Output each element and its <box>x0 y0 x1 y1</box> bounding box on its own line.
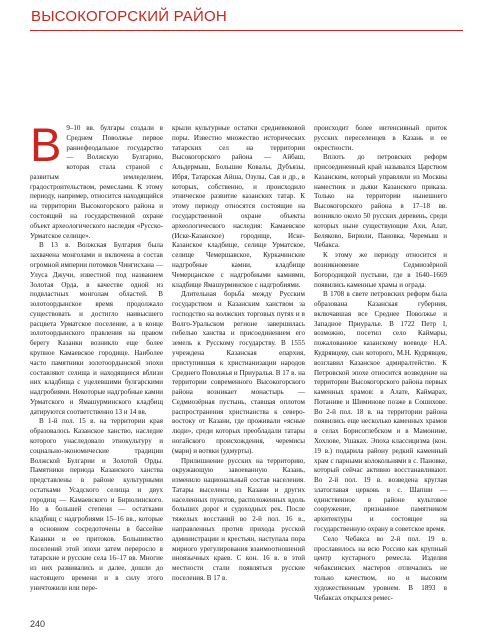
text-column-1 <box>30 118 163 594</box>
paragraph: крыли культурные остатки средневековой поры. Известно множество исторических татарских сел на территории Высокогорского района — Айбаш, Альдермыш, Большие Ковалы, Дубъязы, Ибря, Татарская Айша, Озулы, Сая и др., в которых, собственно, и происходило этническое развитие казанских татар. К этому периоду относятся состоящие на государственной охране объекты археологического наследия: Камаевское (Иске-Казанское) городище, Иске-Казанское кладбище, селище Урматское, селище Чемершавское, Куркачинские надгробные камни, кладбище Чемерцанское с надгробными камнями, кладбище Ямашурминское с надгробиями. <box>172 124 305 289</box>
paragraph: Прилишнение русских на территорию, окружающую завоеванную Казань, изменило национальный состав населения. Татары выселены из Казани и других населенных пунктов, расположенных вдоль больших дорог и судоходных рек. После тяжелых восстаний во 2-й пол. 16 в., направленных против прихода русской администрации и крестьян, наступала пора мирного урегулирования взаимоотношений иноязычных краев. С кон. 16 в. в этой местности стали появляться русские поселения. В 17 в. <box>172 456 305 582</box>
paragraph: 9–10 вв. булгары создали в Среднем Поволжье первое раннефеодальное государство — Волжскую Булгарию, которая стала страной с развитым земледелием, градостроительством, ремеслами. К этому периоду, например, относится находящийся на территории Высокогорского района и состоящий на государственной охране объект археологического наследия «Русско-Урматское селище». <box>30 124 163 240</box>
page-title: ВЫСОКОГОРСКИЙ РАЙОН <box>31 8 227 25</box>
page-number: 240 <box>30 619 46 629</box>
drop-cap: В <box>30 118 62 171</box>
paragraph: В 13 в. Волжская Булгария была захвачена монголами и включена в состав огромной империи потомков Чингисхана — Улуса Джучи, известной под названием Золотая Орда, в качестве одной из подвластных монголам областей. В золотоордынское время продолжало существовать и достигло наивысшего расцвета Урматское поселение, а в конце золотоордынского правления на правом берегу Казанки возникло еще более крупное Камаевское городище. Наиболее часто памятники золотоордынской эпохи составляют селища и находящиеся вблизи них кладбища с уцелевшими булгарскими надгробиями. Некоторые надгробные камни Урматского и Ямашурминского кладбищ датируются соответственно 13 и 14 вв. <box>30 241 163 416</box>
paragraph: Длительная борьба между Русским государством и Казанским ханством за господство на волжских торговых путях и в Волго-Уральском регионе завершилась гибелью ханства и присоединением его земель к Русскому государству. В 1555 учреждена Казанская епархия, приступившая к христианизации народов Среднего Поволжья и Приуралья. В 17 в. на территории современного Высокогорского района возникает монастырь — Седмиозёрная пустынь, ставшая оплотом распространения христианства к северо-востоку от Казани, где проживали «ясные люди», среди которых преобладали татары ногайского происхождения, черемисы (мари) и вотяки (удмурты). <box>172 290 305 455</box>
paragraph: В 1-й пол. 15 в. на территории края образовалось Казанское ханство, наследие которого унаследовало этнокультуру и социально-экономические традиции Волжской Булгарии и Золотой Орды. Памятники периода Казанского ханства представлены в районе культурными остатками Усадского селища и двух городищ — Камаевского и Бирюлинского. Но в большей степени — остатками кладбищ с надгробиями 15–16 вв., которые в основном сосредоточены в бассейне Казанки и ее притоков. Большинство поселений этой эпохи затем переросло в татарские и русские села 16–17 вв. Многие из них развивались и далее, дошли до настоящего времени и в силу этого уничтожили или пере- <box>30 417 163 592</box>
text-column-3 <box>314 124 447 603</box>
title-divider <box>30 30 463 31</box>
paragraph: Село Чебакса во 2-й пол. 19 в. прославилось на всю Россию как крупный центр кустарного ремесла. Изделия чебаксинских мастеров отличались не только качеством, но и высоким художественным уровнем. В 1893 в Чебаксах открылся ремес- <box>314 534 447 602</box>
paragraph: происходит более интенсивный приток русских переселенцев в Казань и ее окрестности. <box>314 124 447 152</box>
paragraph: К этому же периоду относится и возникновение Седмиозёрной Богородицкой пустыни, где в 1640–1669 появились каменные храмы и ограда. <box>314 251 447 289</box>
paragraph: Вплоть до петровских реформ присоединенный край назывался Царством Казанским, который управляли из Москвы наместник и дьяки Казанского приказа. Только на территории нынешнего Высокогорского района в 17–18 вв. возникло около 50 русских деревень, среди которых ныне существующие Ахи, Алат, Беляково, Бирюли, Пановка, Черемыш и Чебакса. <box>314 153 447 250</box>
text-column-2 <box>172 124 305 584</box>
paragraph: В 1708 в свете петровских реформ была образована Казанская губерния, включавшая все Среднее Поволжье и Западное Приуралье. В 1722 Петр I, возможно, посетил село Каймары, пожалованное казанскому воеводе Н.А. Кудрявцеву, сын которого, М.Н. Кудрявцев, возглавил Казанское адмиралтейство. К Петровской эпохе относится возведение на территории Высокогорского района первых каменных храмов: в Алате, Каймарах, Потаниве и Шиминове позже в Сошихове. Во 2-й пол. 18 в. на территории района появились еще несколько каменных храмов в селах Борисоглебском и в Мамонине, Хохлове, Ушаках. Эпоха классицизма (кон. 19 в.) подарила району редкий каменный храм с парными колокольнями в с. Пановке, который сейчас активно восстанавливают. Во 2-й пол. 19 в. возведена круглая златоглавая церковь в с. Шапши — единственное в районе культовое сооружение, признанное памятником архитектуры и состоящее на государственную охрану в советское время. <box>314 290 447 534</box>
